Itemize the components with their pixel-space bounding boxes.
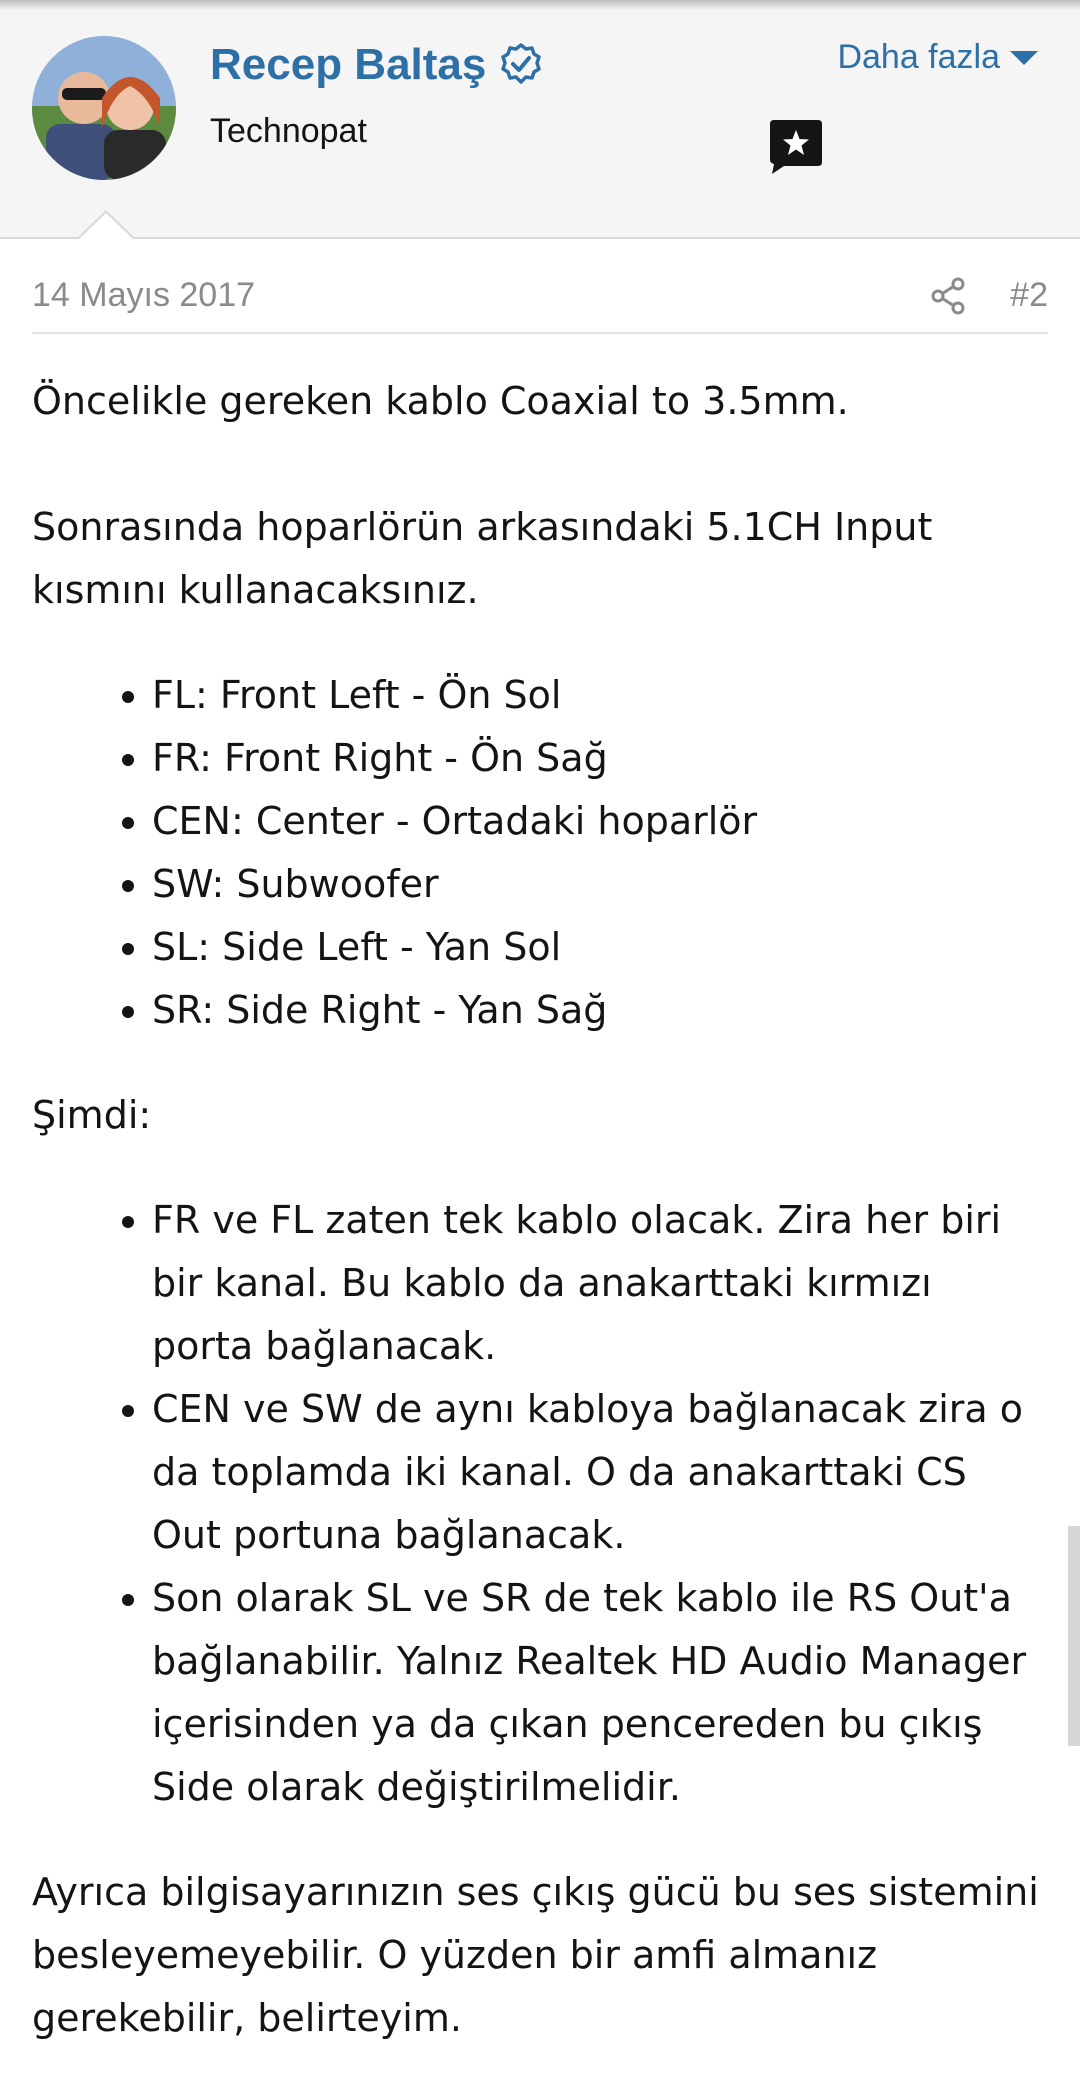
list-item: • SW: Subwoofer [152, 853, 1042, 916]
avatar-photo [32, 36, 176, 180]
steps-list [32, 1189, 1042, 1819]
chevron-down-icon [1010, 51, 1038, 65]
list-item: • FR: Front Right - Ön Sağ [152, 727, 1042, 790]
list-item: • SL: Side Left - Yan Sol [152, 916, 1042, 979]
paragraph-now: Şimdi: [32, 1093, 152, 1137]
avatar[interactable] [32, 36, 176, 180]
share-icon[interactable] [928, 276, 968, 316]
post-number-link[interactable]: #2 [1010, 276, 1048, 314]
message-user-header [0, 0, 1080, 239]
username-link[interactable]: Recep Baltaş [210, 40, 487, 89]
more-options-button[interactable] [837, 38, 1038, 77]
user-title: Technopat [210, 112, 367, 150]
paragraph-intro: Öncelikle gereken kablo Coaxial to 3.5mm. [32, 379, 849, 423]
list-item: • SR: Side Right - Yan Sağ [152, 979, 1042, 1042]
verified-badge-icon [498, 42, 544, 88]
top-shadow [0, 0, 1080, 10]
list-item: • CEN: Center - Ortadaki hoparlör [152, 790, 1042, 853]
more-options-label: Daha fazla [837, 38, 1000, 76]
paragraph-final: Ayrıca bilgisayarınızın ses çıkış gücü bu ses sistemini besleyemeyebilir. O yüzden bir amfi almanız gerekebilir, belirteyim. [32, 1870, 1039, 2040]
post-date[interactable]: 14 Mayıs 2017 [32, 276, 256, 314]
scrollbar[interactable] [1068, 1526, 1080, 1746]
post-content [32, 370, 1042, 2050]
paragraph-second: Sonrasında hoparlörün arkasındaki 5.1CH Input kısmını kullanacaksınız. [32, 505, 933, 612]
username-row [210, 40, 544, 90]
list-item: • FL: Front Left - Ön Sol [152, 664, 1042, 727]
channel-list [32, 664, 1042, 1042]
bookmark-star-icon[interactable] [768, 118, 824, 174]
post-meta-bar [32, 268, 1048, 334]
list-item: • Son olarak SL ve SR de tek kablo ile RS Out'a bağlanabilir. Yalnız Realtek HD Audio Manager içerisinden ya da çıkan pencereden bu çıkış Side olarak değiştirilmelidir. [152, 1567, 1042, 1819]
list-item: • CEN ve SW de aynı kabloya bağlanacak zira o da toplamda iki kanal. O da anakarttaki CS Out portuna bağlanacak. [152, 1378, 1042, 1567]
list-item: • FR ve FL zaten tek kablo olacak. Zira her biri bir kanal. Bu kablo da anakarttaki kırmızı porta bağlanacak. [152, 1189, 1042, 1378]
